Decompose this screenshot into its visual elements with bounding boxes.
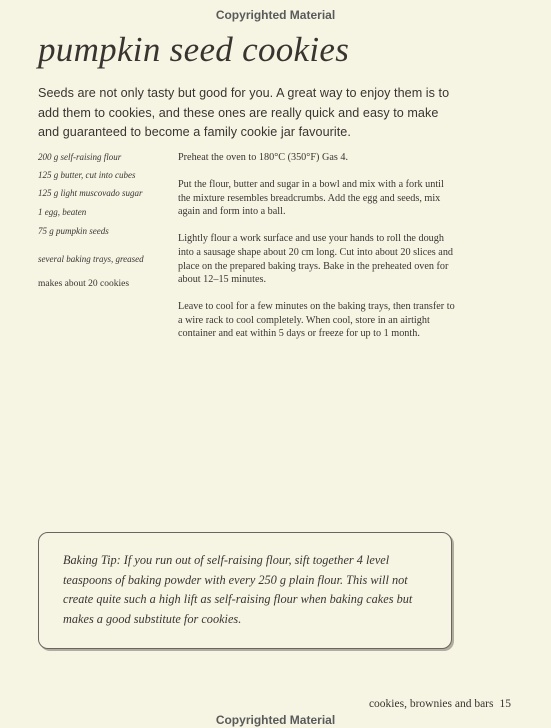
recipe-yield: makes about 20 cookies (38, 279, 130, 289)
method-step: Lightly flour a work surface and use your hands to roll the dough into a sausage shape about 20 cm long. Cut into about 20 slices and place on the prepared baking trays. Bake in the preheated oven for about 12–15 minutes. (178, 233, 454, 286)
ingredient-item: 75 g pumpkin seeds (38, 226, 109, 236)
recipe-intro: Seeds are not only tasty but good for you. A great way to enjoy them is to add them to cookies, and these ones are really quick and easy to make and guaranteed to become a family cookie jar favourite. (38, 86, 450, 139)
page-number: 15 (499, 698, 511, 710)
method-step: Leave to cool for a few minutes on the baking trays, then transfer to a wire rack to cool completely. When cool, store in an airtight container and eat within 5 days or freeze for up to 1 month. (178, 301, 455, 340)
method-step: Put the flour, butter and sugar in a bowl and mix with a fork until the mixture resembles breadcrumbs. Add the egg and seeds, mix again and form into a ball. (178, 179, 444, 218)
recipe-title: pumpkin seed cookies (38, 30, 350, 69)
ingredient-item: 1 egg, beaten (38, 207, 87, 217)
method-steps (178, 151, 458, 355)
baking-tip-box (38, 532, 452, 649)
ingredient-item: 125 g butter, cut into cubes (38, 170, 136, 180)
ingredient-item: 125 g light muscovado sugar (38, 188, 143, 198)
watermark-bottom: Copyrighted Material (215, 713, 336, 727)
method-step: Preheat the oven to 180°C (350°F) Gas 4. (178, 152, 348, 163)
footer-section-title: cookies, brownies and bars (368, 698, 494, 710)
ingredient-item: 200 g self-raising flour (38, 152, 122, 162)
equipment-item: several baking trays, greased (38, 254, 144, 264)
baking-tip-text: Baking Tip: If you run out of self-raising flour, sift together 4 level teaspoons of baking powder with every 250 g plain flour. This will not create quite such a high lift as self-raising flour when baking cakes but makes a good substitute for cookies. (63, 553, 413, 626)
page-footer (369, 698, 511, 710)
watermark-top: Copyrighted Material (215, 8, 336, 22)
